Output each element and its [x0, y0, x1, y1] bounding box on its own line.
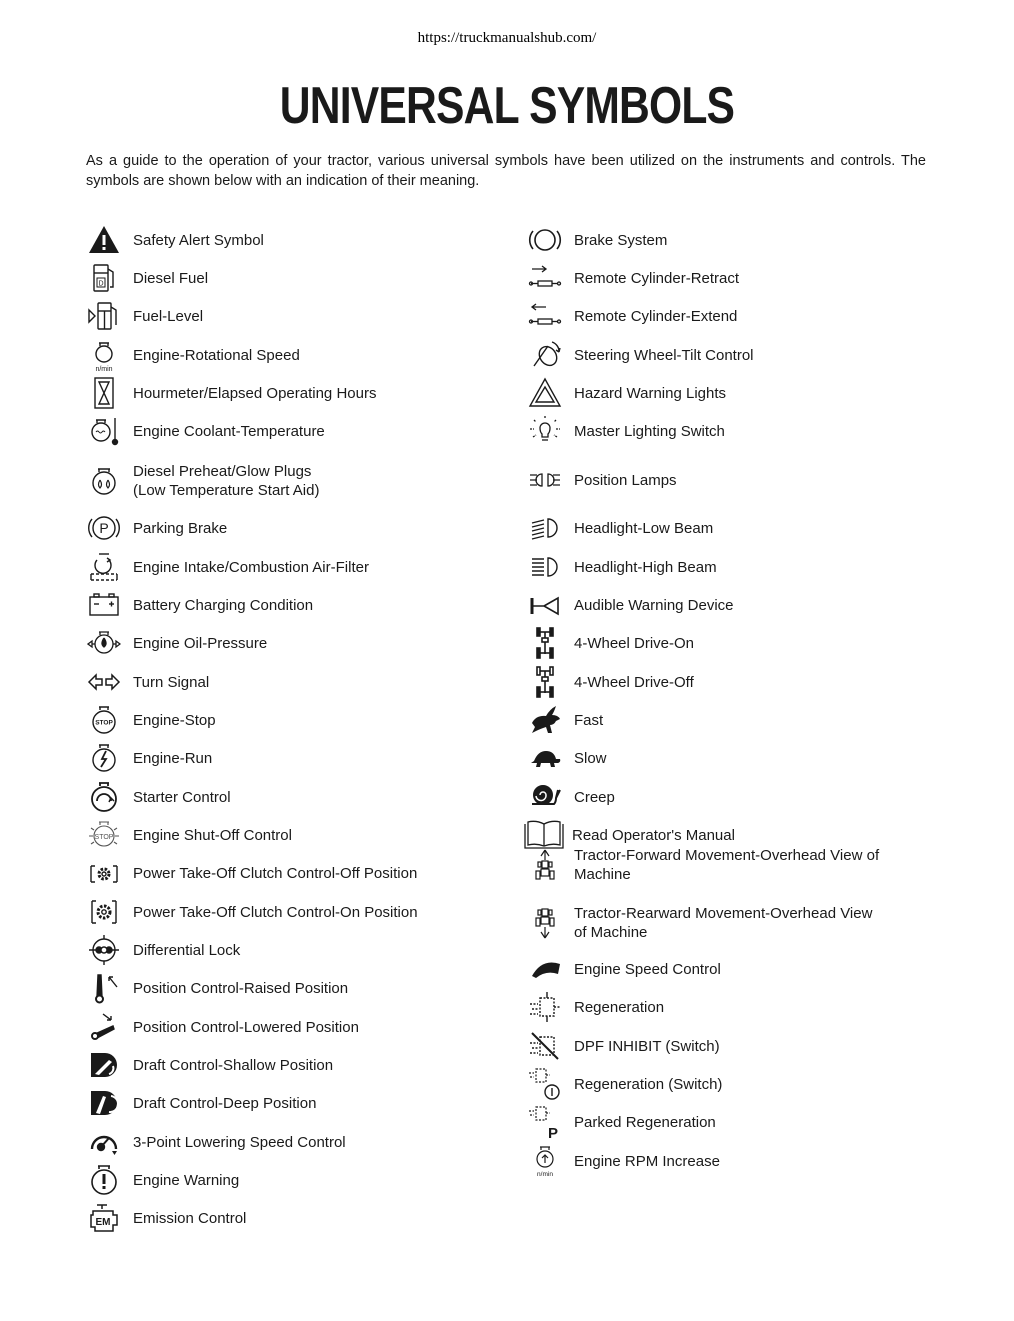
symbol-item	[527, 587, 927, 623]
symbol-label: Audible Warning Device	[574, 596, 734, 614]
regeneration-icon	[527, 989, 563, 1025]
parking-brake-icon	[86, 510, 122, 546]
pto-on-icon	[86, 894, 122, 930]
battery-icon	[86, 587, 122, 623]
parked-regeneration-icon	[527, 1104, 563, 1140]
symbol-item	[86, 1009, 506, 1045]
symbol-label: 4-Wheel Drive-On	[574, 634, 695, 652]
diesel-fuel-icon	[86, 260, 122, 296]
horn-icon	[527, 587, 563, 623]
symbol-item	[527, 298, 927, 334]
symbol-item	[86, 260, 506, 296]
symbol-label: Headlight-High Beam	[574, 558, 717, 576]
symbol-item	[527, 702, 927, 738]
engine-rpm-increase-icon	[527, 1143, 563, 1179]
pto-off-icon	[86, 855, 122, 891]
rabbit-icon	[527, 702, 563, 738]
symbol-label: Engine Coolant-Temperature	[133, 422, 325, 440]
svg-text:n/min: n/min	[537, 1171, 553, 1178]
symbol-label: Safety Alert Symbol	[133, 231, 264, 249]
regeneration-switch-icon	[527, 1066, 563, 1102]
symbol-item	[527, 337, 927, 373]
draft-deep-icon	[86, 1085, 122, 1121]
svg-text:n/min: n/min	[95, 366, 113, 372]
symbol-item	[86, 413, 506, 449]
symbol-label: Engine Shut-Off Control	[133, 826, 292, 844]
engine-stop-icon	[86, 702, 122, 738]
symbol-label: Draft Control-Shallow Position	[133, 1056, 334, 1074]
symbol-item	[527, 625, 927, 661]
symbol-label: Engine Oil-Pressure	[133, 634, 268, 652]
symbol-label: Engine-Run	[133, 749, 213, 767]
symbol-item	[86, 1085, 506, 1121]
symbol-item	[86, 779, 506, 815]
symbol-item	[527, 1143, 927, 1179]
symbol-item	[86, 702, 506, 738]
symbol-label: Parking Brake	[133, 519, 228, 537]
symbol-label: Turn Signal	[133, 673, 210, 691]
symbol-item	[86, 510, 506, 546]
tractor-forward-icon	[527, 847, 563, 883]
steering-tilt-icon	[527, 337, 563, 373]
symbol-label: Emission Control	[133, 1209, 247, 1227]
coolant-temperature-icon	[86, 413, 122, 449]
symbol-label: Regeneration (Switch)	[574, 1075, 723, 1093]
symbol-item	[527, 462, 927, 498]
cylinder-retract-icon	[527, 260, 563, 296]
glow-plug-icon	[86, 463, 122, 499]
symbol-item	[86, 587, 506, 623]
symbol-label: Slow	[574, 749, 607, 767]
starter-control-icon	[86, 779, 122, 815]
symbol-label: DPF INHIBIT (Switch)	[574, 1037, 720, 1055]
symbol-item	[527, 260, 927, 296]
low-beam-icon	[527, 510, 563, 546]
symbol-item	[527, 510, 927, 546]
symbol-label: Hazard Warning Lights	[574, 384, 727, 402]
symbol-item	[527, 989, 927, 1025]
lowering-speed-icon	[86, 1124, 122, 1160]
symbol-label: Position Lamps	[574, 471, 677, 489]
dpf-inhibit-icon	[527, 1028, 563, 1064]
symbol-label: Fast	[574, 711, 604, 729]
symbol-item	[86, 462, 506, 500]
page-url[interactable]: https://truckmanualshub.com/	[417, 30, 597, 46]
position-lamps-icon	[527, 462, 563, 498]
fuel-level-icon	[86, 298, 122, 334]
4wd-on-icon	[527, 625, 563, 661]
symbol-item	[527, 1066, 927, 1102]
position-raised-icon	[86, 970, 122, 1006]
symbol-item	[86, 664, 506, 700]
symbol-item	[527, 549, 927, 585]
symbol-label: Tractor-Rearward Movement-Overhead View of Machine	[574, 905, 873, 941]
snail-icon	[527, 779, 563, 815]
symbol-item	[527, 951, 927, 987]
symbol-label: Engine Warning	[133, 1171, 240, 1189]
master-lighting-icon	[527, 413, 563, 449]
4wd-off-icon	[527, 664, 563, 700]
symbol-item	[86, 337, 506, 373]
svg-text:STOP: STOP	[95, 719, 113, 727]
symbol-label: Position Control-Lowered Position	[133, 1018, 359, 1036]
symbol-label: Parked Regeneration	[574, 1113, 716, 1131]
svg-text:D: D	[98, 280, 104, 288]
engine-shutoff-icon	[86, 817, 122, 853]
oil-pressure-icon	[86, 625, 122, 661]
symbol-label: Starter Control	[133, 788, 231, 806]
symbol-label: Regeneration	[574, 998, 665, 1016]
safety-alert-icon	[86, 222, 122, 258]
symbol-label: Creep	[574, 788, 615, 806]
symbol-item	[527, 375, 927, 411]
symbol-label: Differential Lock	[133, 941, 241, 959]
engine-speed-icon	[86, 337, 122, 373]
symbol-label: Headlight-Low Beam	[574, 519, 714, 537]
symbol-label: Brake System	[574, 231, 668, 249]
symbol-label: Position Control-Raised Position	[133, 979, 349, 997]
symbol-label: Engine RPM Increase	[574, 1152, 720, 1170]
page-title: UNIVERSAL SYMBOLS	[279, 77, 735, 135]
symbol-label: Diesel Preheat/Glow Plugs (Low Temperature Start Aid)	[133, 463, 320, 499]
turn-signal-icon	[86, 664, 122, 700]
symbol-item	[527, 740, 927, 776]
symbol-item	[86, 855, 506, 891]
symbol-label: Remote Cylinder-Extend	[574, 307, 738, 325]
symbol-item	[527, 1104, 927, 1140]
hazard-lights-icon	[527, 375, 563, 411]
svg-text:STOP: STOP	[94, 834, 114, 841]
cylinder-extend-icon	[527, 298, 563, 334]
symbol-label: 4-Wheel Drive-Off	[574, 673, 694, 691]
symbol-label: Power Take-Off Clutch Control-On Position	[133, 903, 418, 921]
symbol-item	[527, 846, 927, 884]
tractor-rearward-icon	[527, 905, 563, 941]
symbol-label: Draft Control-Deep Position	[133, 1094, 317, 1112]
position-lowered-icon	[86, 1009, 122, 1045]
symbol-label: Diesel Fuel	[133, 269, 209, 287]
hourglass-icon	[86, 375, 122, 411]
symbol-label: Engine-Stop	[133, 711, 216, 729]
turtle-icon	[527, 740, 563, 776]
symbol-label: Remote Cylinder-Retract	[574, 269, 740, 287]
symbol-item	[86, 222, 506, 258]
air-filter-icon	[86, 549, 122, 585]
symbol-item	[86, 549, 506, 585]
symbol-label: Engine-Rotational Speed	[133, 346, 300, 364]
symbol-item	[86, 740, 506, 776]
symbol-label: Engine Speed Control	[574, 960, 721, 978]
engine-warning-icon	[86, 1162, 122, 1198]
symbol-item	[86, 375, 506, 411]
symbol-label: Tractor-Forward Movement-Overhead View of Machine	[574, 847, 880, 883]
differential-lock-icon	[86, 932, 122, 968]
symbol-label: Steering Wheel-Tilt Control	[574, 346, 754, 364]
svg-text:EM: EM	[95, 1217, 111, 1228]
symbol-item	[527, 779, 927, 815]
engine-speed-control-icon	[527, 951, 563, 987]
symbol-item	[86, 894, 506, 930]
symbol-label: 3-Point Lowering Speed Control	[133, 1133, 346, 1151]
brake-system-icon	[527, 222, 563, 258]
symbol-item	[86, 625, 506, 661]
symbol-label: Engine Intake/Combustion Air-Filter	[133, 558, 369, 576]
symbol-item	[86, 1124, 506, 1160]
symbol-item	[527, 222, 927, 258]
symbol-label: Fuel-Level	[133, 307, 204, 325]
symbol-label: Battery Charging Condition	[133, 596, 314, 614]
symbol-item	[86, 932, 506, 968]
draft-shallow-icon	[86, 1047, 122, 1083]
symbol-label: Hourmeter/Elapsed Operating Hours	[133, 384, 377, 402]
symbol-item	[527, 1028, 927, 1064]
symbol-item	[86, 1200, 506, 1236]
symbol-item	[527, 904, 927, 942]
engine-run-icon	[86, 740, 122, 776]
emission-control-icon	[86, 1200, 122, 1236]
symbol-item	[86, 1047, 506, 1083]
intro-paragraph: As a guide to the operation of your tractor, various universal symbols have been utilized on the instruments and controls. The symbols are shown below with an indication of their meaning.	[86, 153, 926, 189]
symbol-label: Master Lighting Switch	[574, 422, 725, 440]
svg-text:P: P	[99, 520, 109, 536]
symbol-label: Power Take-Off Clutch Control-Off Position	[133, 864, 418, 882]
svg-text:P: P	[547, 1125, 559, 1139]
symbol-item	[86, 298, 506, 334]
symbol-label: Read Operator's Manual	[572, 826, 735, 844]
high-beam-icon	[527, 549, 563, 585]
symbol-item	[527, 413, 927, 449]
symbol-item	[86, 1162, 506, 1198]
symbol-item	[86, 817, 506, 853]
symbol-item	[86, 970, 506, 1006]
symbol-item	[527, 664, 927, 700]
